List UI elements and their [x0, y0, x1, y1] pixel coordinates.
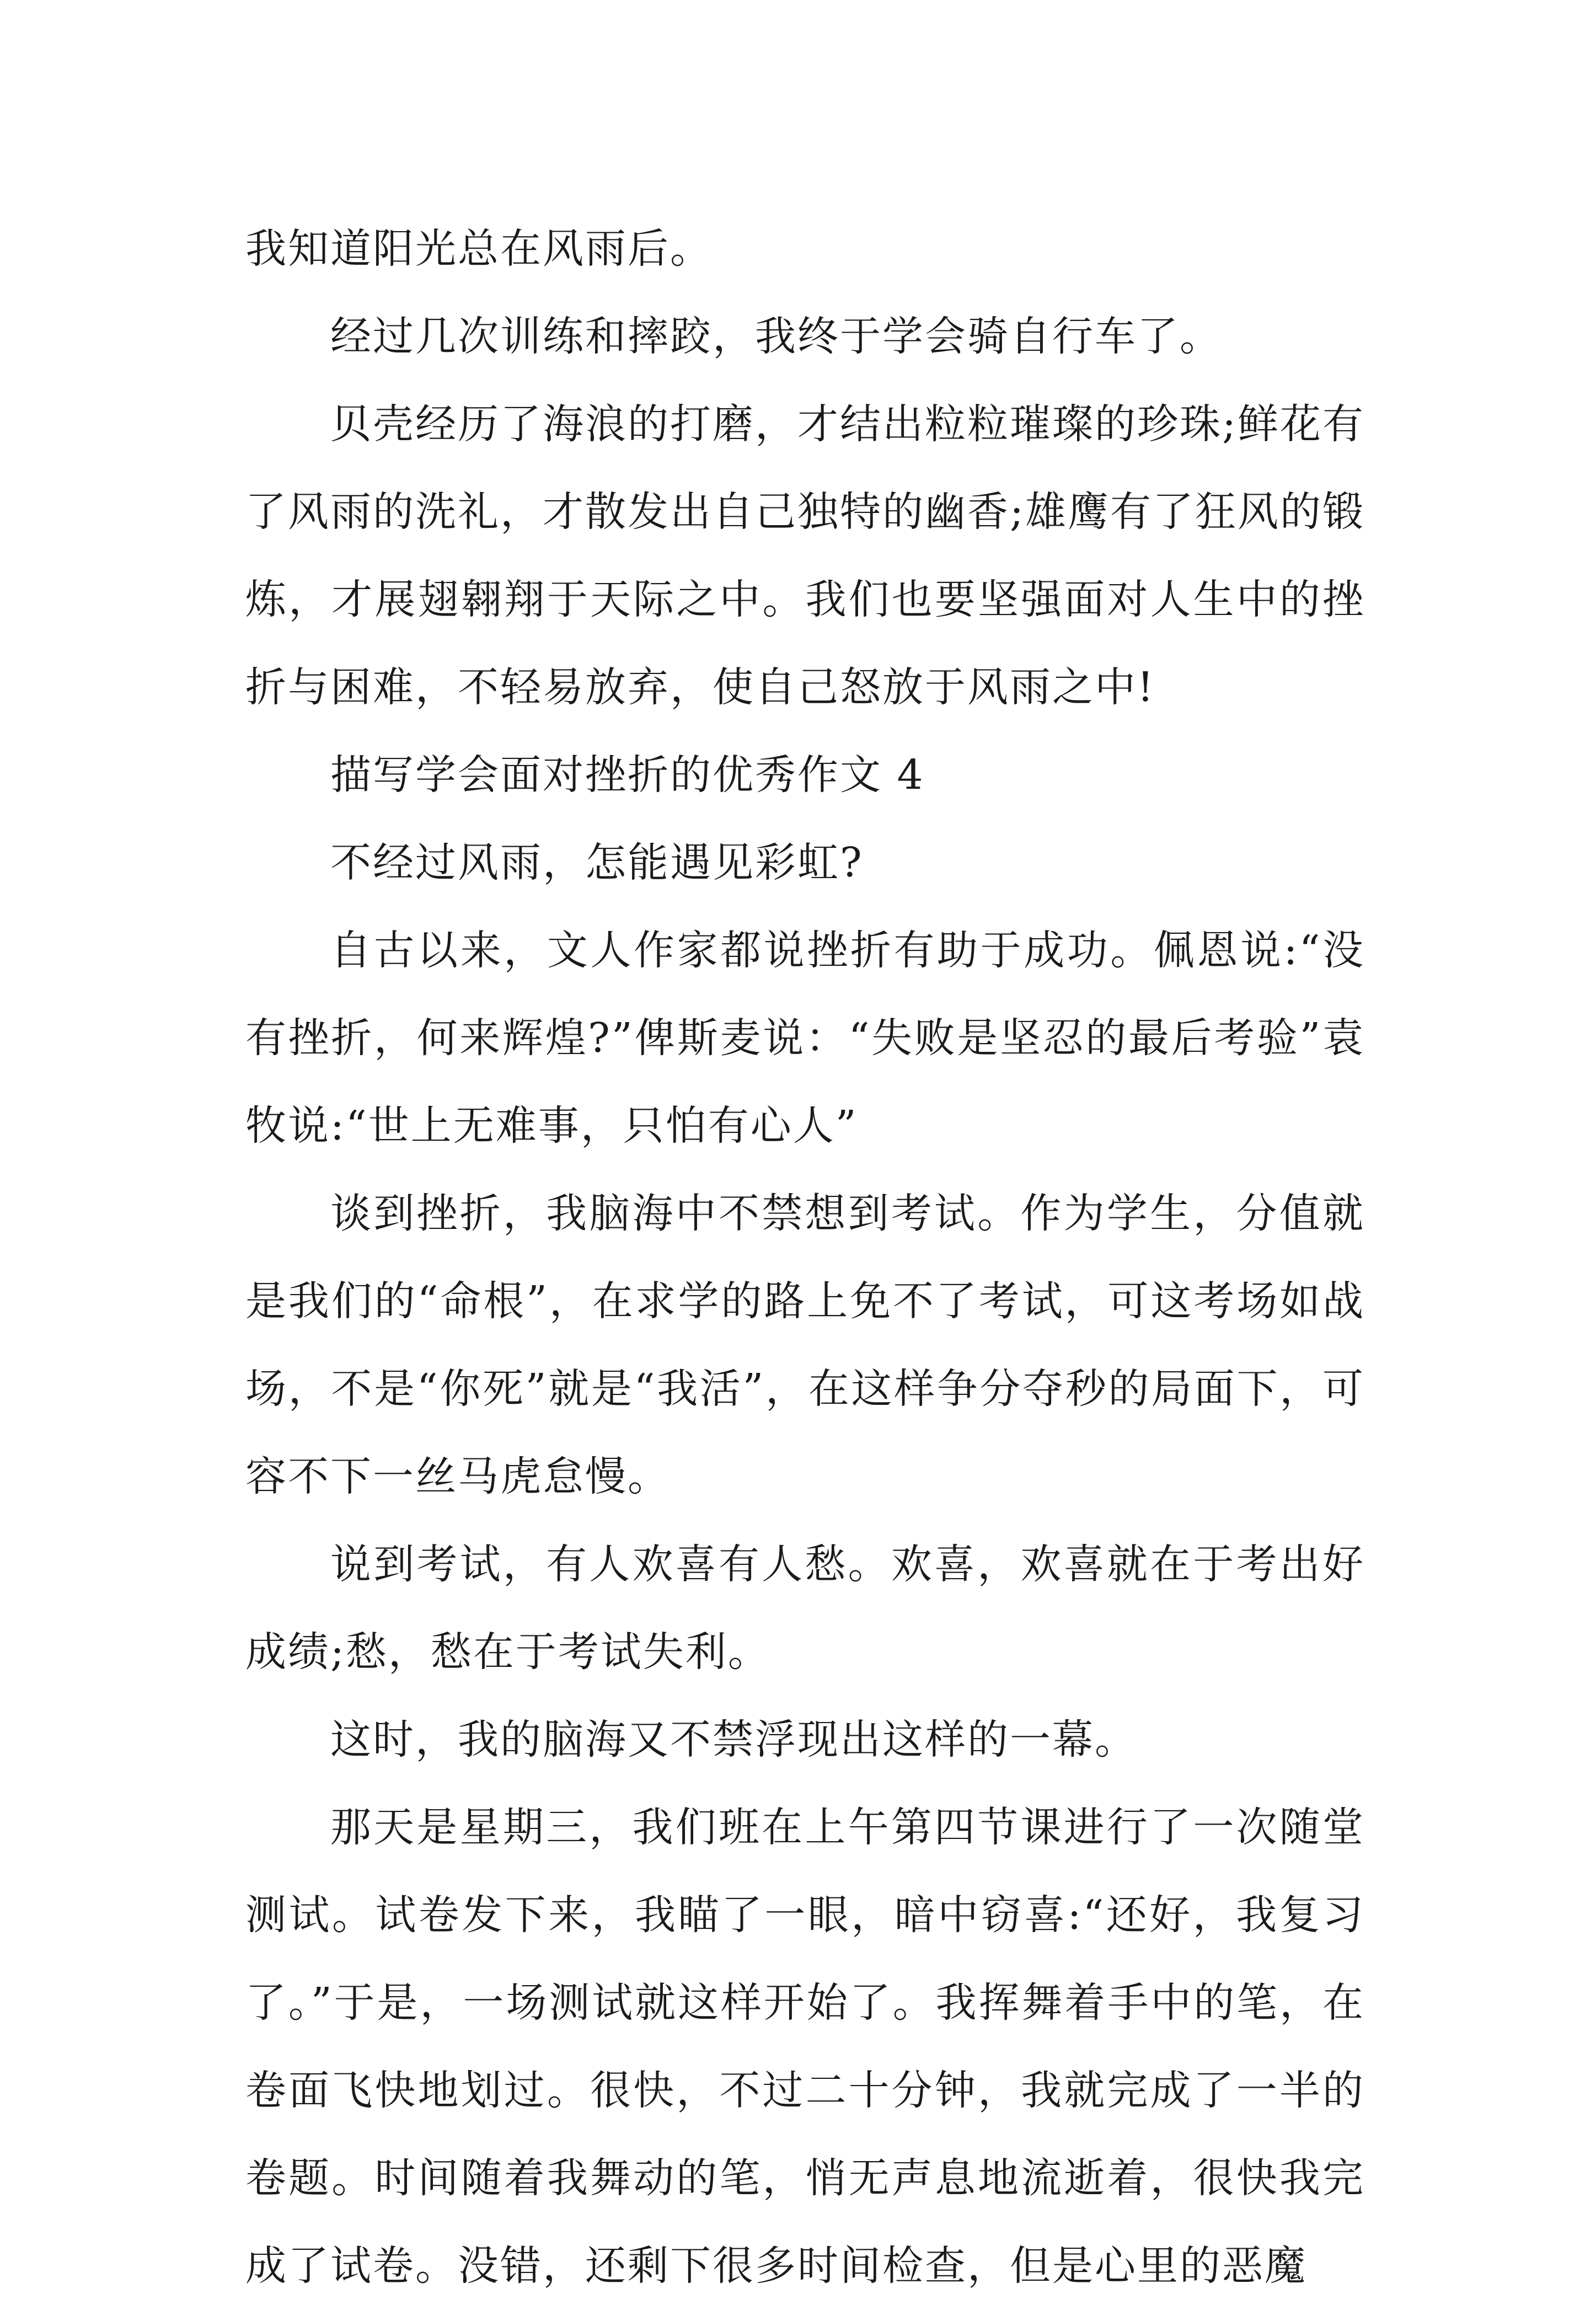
- paragraph: 这时，我的脑海又不禁浮现出这样的一幕。: [330, 1716, 1137, 1763]
- paragraph: 我知道阳光总在风雨后。: [245, 225, 713, 272]
- section-heading: 描写学会面对挫折的优秀作文 4: [330, 751, 925, 799]
- paragraph: 不经过风雨，怎能遇见彩虹?: [330, 839, 864, 886]
- paragraph: 经过几次训练和摔跤，我终于学会骑自行车了。: [330, 313, 1222, 360]
- paragraph: 谈到挫折，我脑海中不禁想到考试。作为学生，分值就是我们的“命根”，在求学的路上免不了考试，可这考场如战场，不是“你死”就是“我活”，在这样争分夺秒的局面下，可容不下一丝马虎怠慢。: [245, 1190, 1365, 1500]
- document-body: [245, 205, 1365, 2310]
- paragraph: 那天是星期三，我们班在上午第四节课进行了一次随堂测试。试卷发下来，我瞄了一眼，暗中窃喜:“还好，我复习了。”于是，一场测试就这样开始了。我挥舞着手中的笔，在卷面飞快地划过。很快，不过二十分钟，我就完成了一半的卷题。时间随着我舞动的笔，悄无声息地流逝着，很快我完成了试卷。没错，还剩下很多时间检查，但是心里的恶魔: [245, 1804, 1365, 2290]
- paragraph: 贝壳经历了海浪的打磨，才结出粒粒璀璨的珍珠;鲜花有了风雨的洗礼，才散发出自己独特的幽香;雄鹰有了狂风的锻炼，才展翅翱翔于天际之中。我们也要坚强面对人生中的挫折与困难，不轻易放弃，使自己怒放于风雨之中!: [245, 400, 1365, 711]
- paragraph: 自古以来，文人作家都说挫折有助于成功。佩恩说:“没有挫折，何来辉煌?”俾斯麦说：“失败是坚忍的最后考验”袁牧说:“世上无难事，只怕有心人”: [245, 927, 1365, 1149]
- paragraph: 说到考试，有人欢喜有人愁。欢喜，欢喜就在于考出好成绩;愁，愁在于考试失利。: [245, 1541, 1365, 1676]
